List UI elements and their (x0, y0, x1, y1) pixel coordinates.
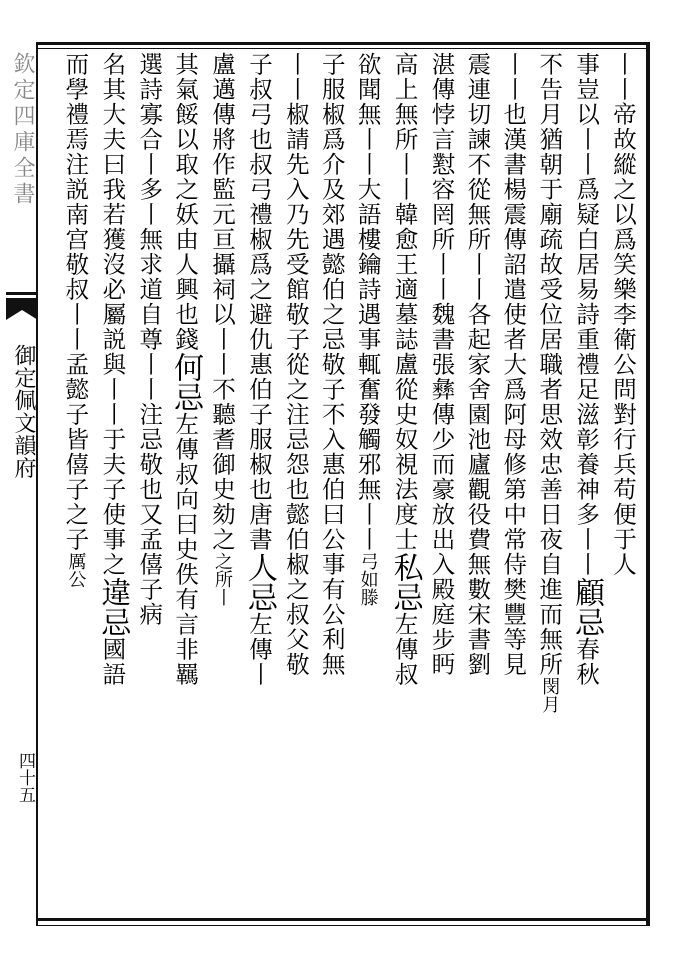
body-text: 左傳叔向曰史佚有言非羈 (171, 412, 200, 687)
bottom-border-inner (36, 925, 650, 926)
text-column (530, 52, 567, 914)
text-column (313, 52, 349, 914)
annotation-text: 閔月 (539, 677, 561, 713)
fish-tail-mark (6, 290, 38, 336)
margin-strip (6, 52, 38, 914)
body-text: 事豈以丨丨爲疑白居易詩重禮足滋彰養神多丨丨 (572, 52, 601, 577)
body-text: 欲聞無丨丨大語樓鑰詩遇事輒奮發觸邪無丨丨 (353, 52, 382, 552)
text-column (166, 52, 203, 914)
right-border (646, 42, 650, 926)
body-text: 左傳叔 (390, 612, 419, 687)
headword: 人忌 (241, 552, 277, 612)
headword: 何忌 (168, 352, 204, 412)
body-text: 子服椒爲介及郊遇懿伯之忌敬子不入惠伯曰公事有公利無 (317, 52, 346, 677)
annotation-text: 之所丨 (212, 552, 234, 606)
text-column (57, 52, 94, 914)
headword: 私忌 (387, 552, 423, 612)
body-text: 丨丨帝故縱之以爲笑樂李衛公問對行兵苟便于人 (609, 52, 637, 577)
text-column (567, 52, 604, 914)
body-text: 盧邁傳將作監元亘攝祠以丨丨不聽耆御史劾之 (208, 52, 237, 552)
text-column (240, 52, 277, 914)
text-column (93, 52, 130, 914)
body-text: 春秋 (572, 637, 601, 687)
body-text: 左傳丨 (244, 612, 273, 687)
text-column (203, 52, 240, 914)
body-text: 名其大夫曰我若獲沒必屬説與丨丨于夫子使事之 (98, 52, 127, 577)
body-text: 不告月猶朝于廟疏故受位居職者思效忠善日夜自進而無所 (535, 52, 564, 677)
annotation-text: 弓如滕 (357, 552, 379, 606)
text-column (494, 52, 530, 914)
headword: 顧忌 (569, 577, 605, 637)
text-column (277, 52, 313, 914)
annotation-text: 厲公 (65, 552, 87, 588)
body-text: 高上無所丨丨韓愈王適墓誌盧從史奴視法度士 (390, 52, 419, 552)
text-column (130, 52, 166, 914)
text-column (458, 52, 494, 914)
text-column (349, 52, 386, 914)
text-column (423, 52, 459, 914)
body-text: 國語 (98, 637, 127, 687)
bottom-border (36, 918, 650, 921)
body-text: 選詩寡合丨多丨無求道自尊丨丨注忌敬也又孟僖子病 (135, 52, 164, 627)
headword: 違忌 (95, 577, 131, 637)
page-number: 四十五 (15, 752, 35, 803)
body-text: 其氣餒以取之妖由人興也錢 (171, 52, 200, 352)
body-text: 丨丨也漢書楊震傳詔遣使者大爲阿母修第中常侍樊豐等見 (499, 52, 528, 677)
top-border-inner (36, 48, 650, 49)
text-column (386, 52, 423, 914)
main-text-columns (42, 52, 640, 914)
top-border (36, 42, 650, 45)
body-text: 震連切諫不從無所丨丨各起家舍園池廬觀役費無數宋書劉 (463, 52, 492, 677)
body-text: 湛傳悖言懟容罔所丨丨魏書張彝傳少而豪放出入殿庭步眄 (427, 52, 456, 677)
book-title: 御定佩文韻府 (11, 344, 36, 479)
body-text: 子叔弓也叔弓禮椒爲之避仇惠伯子服椒也唐書 (244, 52, 273, 552)
collection-header: 欽定四庫全書 (10, 52, 35, 208)
body-text: 丨丨椒請先入乃先受館敬子從之注忌怨也懿伯椒之叔父敬 (281, 52, 310, 677)
body-text: 而學禮焉注説南宫敬叔丨丨孟懿子皆僖子之子 (61, 52, 90, 552)
text-column (604, 52, 640, 914)
